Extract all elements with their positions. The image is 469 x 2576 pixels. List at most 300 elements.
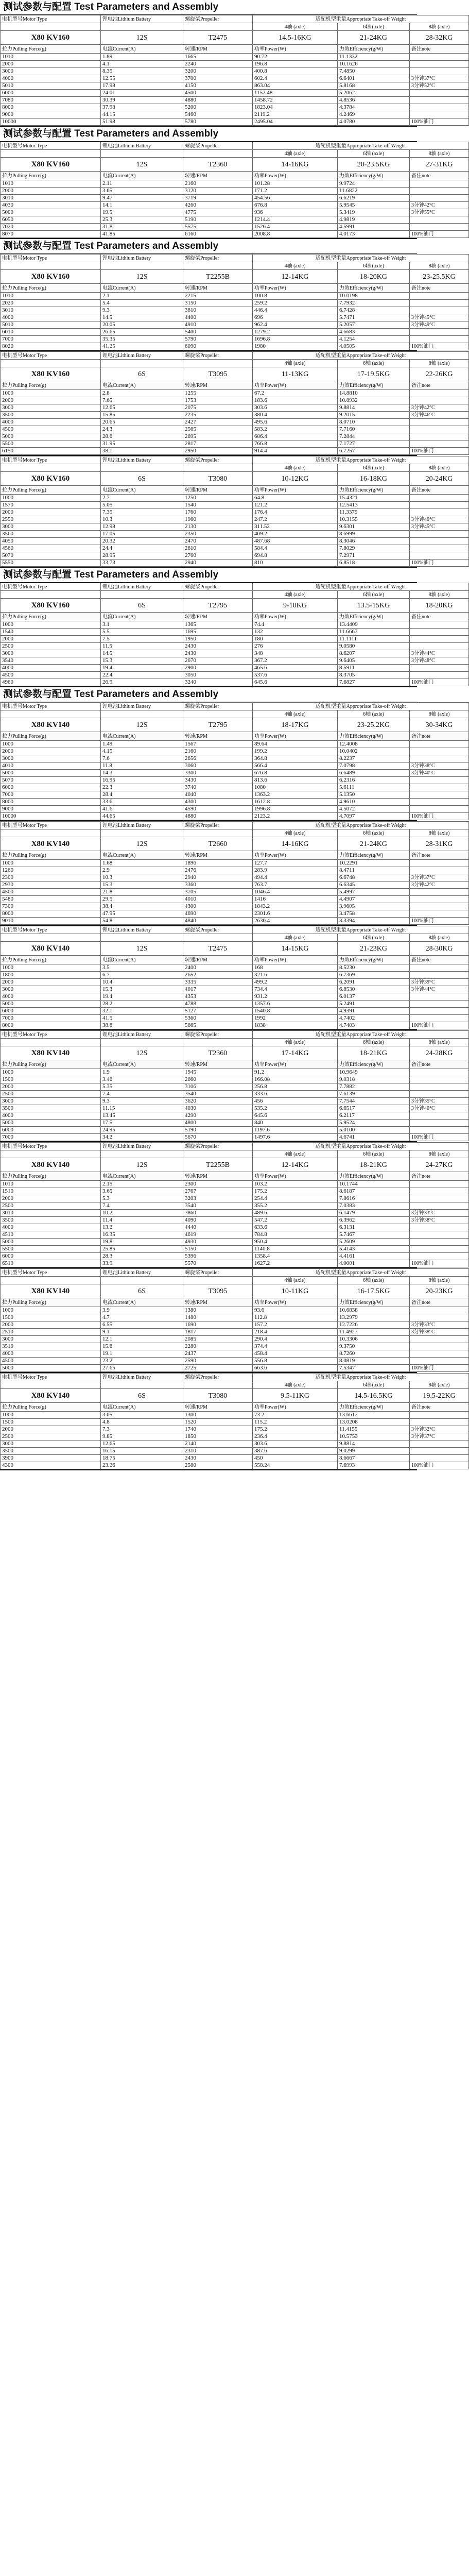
pull-force-cell: 4000 [1,665,101,672]
pull-force-cell: 5500 [1,440,101,448]
table-row [1,1433,469,1440]
rpm-cell: 1960 [183,516,253,523]
power-cell: 456 [253,1098,338,1105]
power-cell: 196.8 [253,61,338,68]
note-cell [410,1202,469,1210]
column-header: 转速/RPM [183,613,253,621]
pull-force-cell: 3010 [1,195,101,202]
axle-4-header: 4轴 (axle) [253,150,338,158]
takeoff-weight-header: 适配机型重量Appropriate Take-off Weight [253,15,469,23]
spec-table [0,926,469,1029]
note-cell [410,755,469,762]
current-cell: 12.65 [101,1440,183,1448]
rpm-cell: 2427 [183,419,253,426]
blank-cell [1,150,101,158]
blank-cell [183,1277,253,1284]
table-row [1,672,469,679]
blank-cell [1,710,101,718]
takeoff-weight-header: 适配机型重量Appropriate Take-off Weight [253,1269,469,1277]
pull-force-cell: 6050 [1,216,101,224]
axle-4-header: 4轴 (axle) [253,464,338,472]
power-cell: 813.6 [253,777,338,784]
rpm-cell: 1365 [183,621,253,629]
pull-force-cell: 3000 [1,68,101,75]
blank-cell [183,464,253,472]
pull-force-cell: 2000 [1,1426,101,1433]
note-cell [410,180,469,188]
note-cell [410,910,469,918]
efficiency-cell: 10.0402 [338,748,410,755]
battery-header: 锂电池Lithium Battery [101,142,183,150]
current-cell: 19.4 [101,993,183,1001]
takeoff-weight-header: 适配机型重量Appropriate Take-off Weight [253,926,469,934]
table-row [1,502,469,509]
table-row [1,918,469,925]
pull-force-cell: 1540 [1,629,101,636]
column-header: 备注note [410,956,469,964]
pull-force-cell: 1010 [1,1181,101,1188]
power-cell: 2630.4 [253,918,338,925]
pull-force-cell: 8020 [1,343,101,350]
power-cell: 127.7 [253,860,338,867]
table-row [1,889,469,896]
table-row [1,896,469,903]
pull-force-cell: 5000 [1,1120,101,1127]
weight-4-axle: 11-13KG [253,367,338,381]
power-cell: 1823.04 [253,104,338,111]
rpm-cell: 3150 [183,300,253,307]
note-cell: 100%油门 [410,1365,469,1372]
rpm-cell: 2140 [183,1440,253,1448]
note-cell: 3分钟49°C [410,321,469,329]
power-cell: 1080 [253,784,338,791]
spec-table [0,1142,469,1267]
column-header: 功率Power(W) [253,45,338,54]
pull-force-cell: 7300 [1,903,101,910]
current-cell: 10.2 [101,1210,183,1217]
note-cell [410,643,469,650]
pull-force-cell: 6000 [1,1253,101,1260]
table-row [1,629,469,636]
column-header: 电流Current(A) [101,45,183,54]
pull-force-cell: 3500 [1,1448,101,1455]
table-row [1,1321,469,1329]
power-cell: 734.4 [253,986,338,993]
weight-8-axle: 28-30KG [410,942,469,956]
rpm-cell: 2660 [183,1076,253,1083]
note-cell: 100%油门 [410,679,469,686]
current-cell: 1.9 [101,1069,183,1076]
takeoff-weight-header: 适配机型重量Appropriate Take-off Weight [253,1031,469,1039]
rpm-cell: 5150 [183,1246,253,1253]
power-cell: 247.2 [253,516,338,523]
power-cell: 276 [253,643,338,650]
current-cell: 47.95 [101,910,183,918]
column-header: 功率Power(W) [253,613,338,621]
note-cell [410,495,469,502]
propeller-model: T2255B [183,1158,253,1172]
note-cell [410,972,469,979]
power-cell: 1214.4 [253,216,338,224]
blank-cell [101,1150,183,1158]
column-header: 拉力Pulling Force(g) [1,1298,101,1307]
efficiency-cell: 6.2091 [338,979,410,986]
power-cell: 962.4 [253,321,338,329]
weight-8-axle: 28-32KG [410,31,469,45]
pull-force-cell: 1000 [1,1307,101,1314]
weight-8-axle: 18-20KG [410,599,469,613]
power-cell: 1627.2 [253,1260,338,1267]
note-cell: 100%油门 [410,918,469,925]
battery-header: 锂电池Lithium Battery [101,583,183,591]
battery-config: 12S [101,718,183,732]
table-row [1,1329,469,1336]
spec-table [0,1268,469,1372]
table-row [1,97,469,104]
note-cell [410,426,469,433]
section-title: 测试参数与配置 Test Parameters and Assembly [0,127,417,142]
efficiency-cell: 6.6401 [338,75,410,82]
motor-type-header: 电机型号Motor Type [1,255,101,262]
rpm-cell: 4910 [183,321,253,329]
rpm-cell: 2400 [183,964,253,972]
rpm-cell: 3810 [183,307,253,314]
efficiency-cell: 5.2609 [338,1239,410,1246]
rpm-cell: 5575 [183,224,253,231]
note-cell [410,1412,469,1419]
table-row [1,202,469,209]
power-cell: 1357.6 [253,1001,338,1008]
power-cell: 1612.8 [253,799,338,806]
power-cell: 537.6 [253,672,338,679]
battery-header: 锂电池Lithium Battery [101,703,183,710]
pull-force-cell: 6000 [1,784,101,791]
power-cell: 333.6 [253,1091,338,1098]
column-header: 转速/RPM [183,851,253,860]
current-cell: 16.15 [101,1448,183,1455]
pull-force-cell: 2000 [1,748,101,755]
current-cell: 2.7 [101,495,183,502]
pull-force-cell: 2000 [1,1321,101,1329]
efficiency-cell: 6.0137 [338,993,410,1001]
table-row [1,650,469,657]
table-row [1,426,469,433]
pull-force-cell: 3000 [1,404,101,412]
pull-force-cell: 1000 [1,860,101,867]
note-cell: 100%油门 [410,118,469,126]
motor-type-header: 电机型号Motor Type [1,142,101,150]
note-cell [410,1336,469,1343]
rpm-cell: 2215 [183,293,253,300]
efficiency-cell: 6.6219 [338,195,410,202]
power-cell: 686.4 [253,433,338,440]
table-row [1,336,469,343]
efficiency-cell: 4.6683 [338,329,410,336]
blank-cell [183,1381,253,1389]
rpm-cell: 2240 [183,61,253,68]
efficiency-cell: 10.1744 [338,1181,410,1188]
battery-header: 锂电池Lithium Battery [101,352,183,360]
rpm-cell: 2430 [183,1455,253,1462]
current-cell: 25.3 [101,216,183,224]
efficiency-cell: 5.7467 [338,1231,410,1239]
rpm-cell: 2430 [183,643,253,650]
pull-force-cell: 1570 [1,502,101,509]
rpm-cell: 4290 [183,1112,253,1120]
current-cell: 20.32 [101,538,183,545]
table-row [1,1455,469,1462]
pull-force-cell: 4010 [1,762,101,770]
efficiency-cell: 7.4850 [338,68,410,75]
current-cell: 3.5 [101,964,183,972]
efficiency-cell: 6.3962 [338,1217,410,1224]
power-cell: 950.4 [253,1239,338,1246]
pull-force-cell: 3010 [1,1210,101,1217]
column-header: 备注note [410,1298,469,1307]
table-row [1,1098,469,1105]
efficiency-cell: 9.3750 [338,1343,410,1350]
propeller-header: 螺旋桨Propeller [183,15,253,23]
column-header: 转速/RPM [183,172,253,180]
current-cell: 6.7 [101,972,183,979]
efficiency-cell: 9.0299 [338,1448,410,1455]
battery-header: 锂电池Lithium Battery [101,1269,183,1277]
efficiency-cell: 5.2062 [338,90,410,97]
power-cell: 495.6 [253,419,338,426]
rpm-cell: 3106 [183,1083,253,1091]
table-row [1,111,469,118]
table-row [1,516,469,523]
note-cell [410,61,469,68]
power-cell: 1996.8 [253,806,338,813]
efficiency-cell: 9.8814 [338,1440,410,1448]
current-cell: 13.2 [101,1224,183,1231]
rpm-cell: 2565 [183,426,253,433]
current-cell: 18.75 [101,1455,183,1462]
takeoff-weight-header: 适配机型重量Appropriate Take-off Weight [253,822,469,829]
efficiency-cell: 12.5413 [338,502,410,509]
efficiency-cell: 7.7932 [338,300,410,307]
note-cell [410,216,469,224]
column-header: 转速/RPM [183,486,253,495]
current-cell: 12.98 [101,523,183,531]
current-cell: 28.4 [101,791,183,799]
note-cell [410,329,469,336]
battery-header: 锂电池Lithium Battery [101,1031,183,1039]
table-row [1,1022,469,1029]
table-row [1,1127,469,1134]
pull-force-cell: 2500 [1,643,101,650]
table-row [1,82,469,90]
axle-6-header: 6轴 (axle) [338,464,410,472]
note-cell: 3分钟37°C [410,1433,469,1440]
rpm-cell: 2940 [183,560,253,567]
note-cell [410,1181,469,1188]
table-row [1,1076,469,1083]
table-row [1,329,469,336]
column-header: 力效Efficiency(g/W) [338,172,410,180]
efficiency-cell: 5.2057 [338,321,410,329]
weight-6-axle: 18-20KG [338,270,410,284]
note-cell [410,665,469,672]
table-row [1,777,469,784]
test-section [0,821,453,926]
propeller-model: T2475 [183,31,253,45]
pull-force-cell: 3510 [1,1343,101,1350]
current-cell: 30.39 [101,97,183,104]
note-cell [410,509,469,516]
power-cell: 101.28 [253,180,338,188]
axle-8-header: 8轴 (axle) [410,262,469,270]
note-cell: 3分钟42°C [410,202,469,209]
rpm-cell: 2725 [183,1365,253,1372]
weight-8-axle: 27-31KG [410,158,469,172]
current-cell: 28.6 [101,433,183,440]
propeller-model: T2660 [183,837,253,851]
rpm-cell: 4090 [183,1217,253,1224]
pull-force-cell: 8000 [1,104,101,111]
efficiency-cell: 11.6822 [338,188,410,195]
column-header: 拉力Pulling Force(g) [1,486,101,495]
pull-force-cell: 1260 [1,867,101,874]
column-header: 备注note [410,381,469,390]
power-cell: 465.6 [253,665,338,672]
efficiency-cell: 6.6489 [338,770,410,777]
note-cell [410,806,469,813]
rpm-cell: 4010 [183,896,253,903]
power-cell: 355.2 [253,1202,338,1210]
rpm-cell: 1695 [183,629,253,636]
column-header: 备注note [410,1403,469,1412]
blank-cell [1,1381,101,1389]
motor-type-header: 电机型号Motor Type [1,1374,101,1381]
pull-force-cell: 4510 [1,1231,101,1239]
power-cell: 199.2 [253,748,338,755]
motor-type-header: 电机型号Motor Type [1,1031,101,1039]
note-cell [410,896,469,903]
table-row [1,1231,469,1239]
column-header: 拉力Pulling Force(g) [1,956,101,964]
table-row [1,1105,469,1112]
current-cell: 9.47 [101,195,183,202]
note-cell [410,397,469,404]
column-header: 功率Power(W) [253,1172,338,1181]
note-cell [410,188,469,195]
current-cell: 37.98 [101,104,183,111]
note-cell [410,1015,469,1022]
column-header: 电流Current(A) [101,1298,183,1307]
blank-cell [1,934,101,942]
note-cell [410,748,469,755]
power-cell: 400.8 [253,68,338,75]
note-cell [410,1195,469,1202]
efficiency-cell: 14.8810 [338,390,410,397]
propeller-header: 螺旋桨Propeller [183,703,253,710]
rpm-cell: 4353 [183,993,253,1001]
axle-8-header: 8轴 (axle) [410,710,469,718]
rpm-cell: 5665 [183,1022,253,1029]
propeller-header: 螺旋桨Propeller [183,1143,253,1150]
column-header: 电流Current(A) [101,1172,183,1181]
pull-force-cell: 7020 [1,224,101,231]
rpm-cell: 3740 [183,784,253,791]
rpm-cell: 2580 [183,1462,253,1469]
table-row [1,1195,469,1202]
rpm-cell: 1817 [183,1329,253,1336]
efficiency-cell: 6.1479 [338,1210,410,1217]
note-cell [410,1448,469,1455]
rpm-cell: 3050 [183,672,253,679]
axle-6-header: 6轴 (axle) [338,710,410,718]
note-cell [410,300,469,307]
battery-header: 锂电池Lithium Battery [101,1374,183,1381]
current-cell: 24.01 [101,90,183,97]
table-row [1,54,469,61]
axle-4-header: 4轴 (axle) [253,829,338,837]
test-section [0,127,453,239]
propeller-model: T2255B [183,270,253,284]
power-cell: 558.24 [253,1462,338,1469]
propeller-model: T2795 [183,599,253,613]
battery-config: 6S [101,1389,183,1403]
pull-force-cell: 5010 [1,82,101,90]
blank-cell [183,591,253,599]
efficiency-cell: 4.8536 [338,97,410,104]
column-header: 拉力Pulling Force(g) [1,172,101,180]
rpm-cell: 5570 [183,1260,253,1267]
propeller-model: T2795 [183,718,253,732]
table-row [1,1448,469,1455]
table-row [1,748,469,755]
rpm-cell: 4930 [183,1239,253,1246]
efficiency-cell: 3.4758 [338,910,410,918]
note-cell: 3分钟39°C [410,979,469,986]
weight-8-axle: 23-25.5KG [410,270,469,284]
blank-cell [101,829,183,837]
table-row [1,1188,469,1195]
test-section [0,1030,453,1142]
current-cell: 41.85 [101,231,183,238]
power-cell: 1843.2 [253,903,338,910]
table-row [1,560,469,567]
rpm-cell: 3240 [183,679,253,686]
table-row [1,791,469,799]
blank-cell [1,360,101,367]
pull-force-cell: 7000 [1,791,101,799]
rpm-cell: 4150 [183,82,253,90]
rpm-cell: 2610 [183,545,253,552]
pull-force-cell: 2300 [1,874,101,882]
current-cell: 7.5 [101,636,183,643]
rpm-cell: 3120 [183,188,253,195]
efficiency-cell: 10.8932 [338,397,410,404]
note-cell: 3分钟37°C [410,874,469,882]
power-cell: 556.8 [253,1358,338,1365]
efficiency-cell: 6.6748 [338,874,410,882]
column-header: 拉力Pulling Force(g) [1,851,101,860]
note-cell [410,538,469,545]
efficiency-cell: 8.6999 [338,531,410,538]
note-cell [410,433,469,440]
current-cell: 12.65 [101,404,183,412]
column-header: 力效Efficiency(g/W) [338,1298,410,1307]
table-row [1,741,469,748]
note-cell [410,867,469,874]
column-header: 力效Efficiency(g/W) [338,486,410,495]
pull-force-cell: 1000 [1,621,101,629]
weight-4-axle: 12-14KG [253,1158,338,1172]
column-header: 力效Efficiency(g/W) [338,851,410,860]
